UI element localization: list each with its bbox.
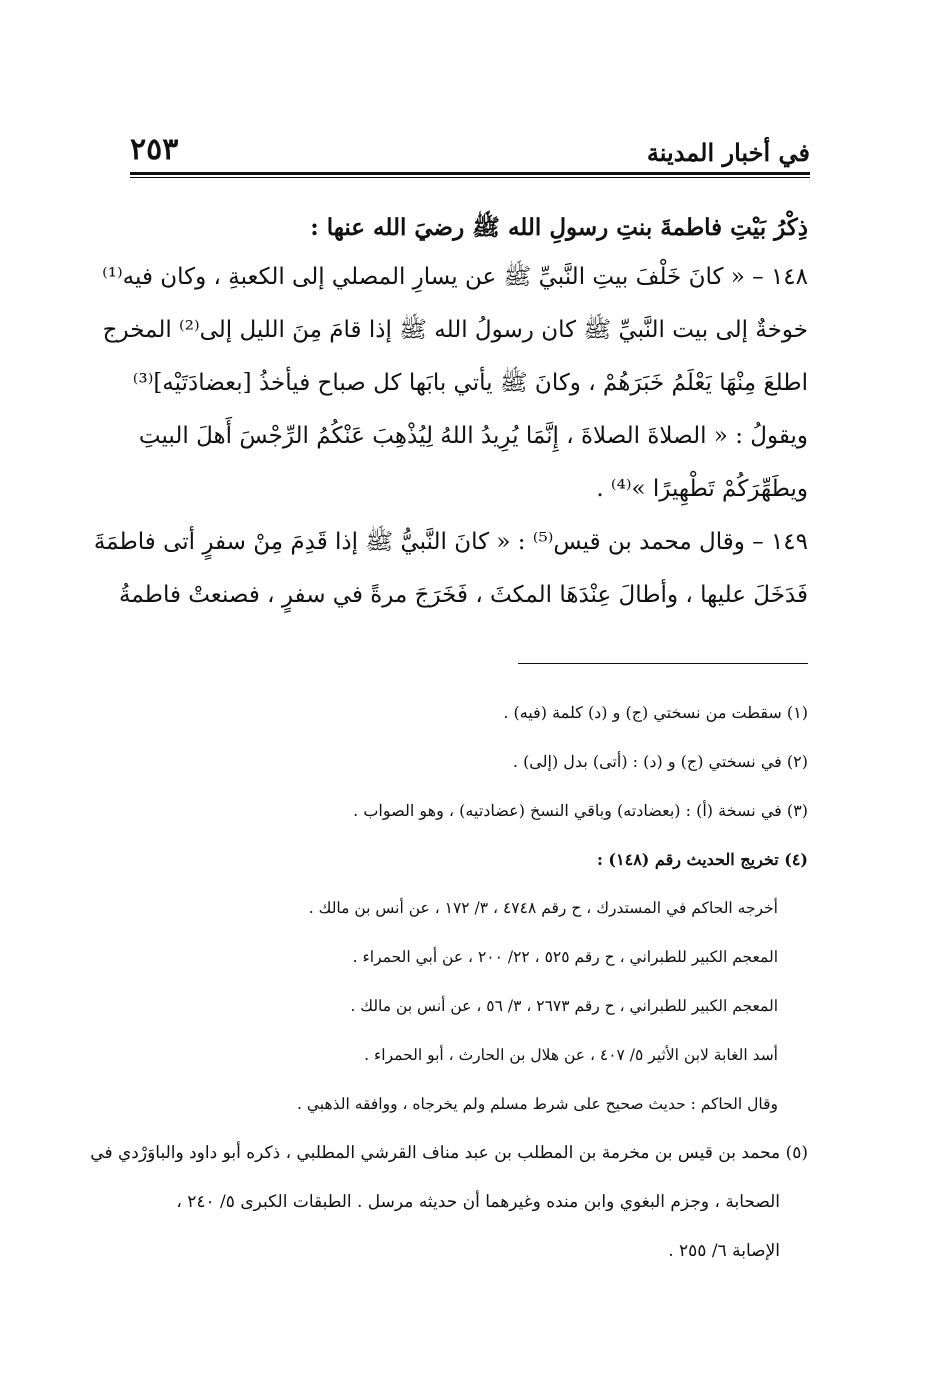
footnote: (٥) محمد بن قيس بن مخرمة بن المطلب بن عبد مناف القرشي المطلبي ، ذكره أبو داود والباوَرْدي في: [90, 1143, 808, 1163]
footnote-continuation: الإصابة ٦/ ٢٥٥ .: [668, 1241, 780, 1261]
page-number: ٢٥٣: [130, 132, 179, 167]
footnote-source: وقال الحاكم : حديث صحيح على شرط مسلم ولم يخرجاه ، ووافقه الذهبي .: [297, 1095, 778, 1113]
footnote: (١) سقطت من نسختي (ج) و (د) كلمة (فيه) .: [503, 703, 808, 722]
footnote-source: المعجم الكبير للطبراني ، ح رقم ٥٢٥ ، ٢٢/ ٢٠٠ ، عن أبي الحمراء .: [352, 948, 778, 966]
text-line: فَدَخَلَ عليها ، وأطالَ عِنْدَهَا المكثَ ، فَخَرَجَ مرةً في سفرٍ ، فصنعتْ فاطمةُ: [119, 582, 808, 608]
footnote: (٣) في نسخة (أ) : (بعضادته) وباقي النسخ (عضادتيه) ، وهو الصواب .: [353, 801, 808, 820]
text-line: ١٤٨ – « كانَ خَلْفَ بيتِ النَّبيِّ ﷺ عن يسارِ المصلي إلى الكعبةِ ، وكان فيه⁽¹⁾: [102, 264, 808, 290]
main-text: [93, 205, 808, 622]
header-rule-thick: [130, 172, 810, 175]
text-line: اطلعَ مِنْهَا يَعْلَمُ خَبَرَهُمْ ، وكانَ ﷺ يأتي بابَها كل صباح فيأخذُ [بعضادَتَيْه]⁽³⁾: [132, 370, 808, 396]
text-line: خوخةٌ إلى بيت النَّبيِّ ﷺ كان رسولُ الله ﷺ إذا قامَ مِنَ الليل إلى⁽²⁾ المخرج: [102, 317, 808, 343]
text-line: ويطَهِّرَكُمْ تَطْهِيرًا »⁽⁴⁾ .: [596, 476, 808, 502]
text-line: ١٤٩ – وقال محمد بن قيس⁽⁵⁾ : « كانَ النَّبيُّ ﷺ إذا قَدِمَ مِنْ سفرٍ أتى فاطمَةَ: [93, 529, 808, 555]
footnote: (٤) تخريج الحديث رقم (١٤٨) :: [596, 850, 808, 869]
footnote-continuation: الصحابة ، وجزم البغوي وابن منده وغيرهما أن حديثه مرسل . الطبقات الكبرى ٥/ ٢٤٠ ،: [176, 1192, 780, 1212]
section-heading: ذِكْرُ بَيْتِ فاطمةَ بنتِ رسولِ الله ﷺ رضيَ الله عنها :: [310, 214, 808, 241]
footnote-source: المعجم الكبير للطبراني ، ح رقم ٢٦٧٣ ، ٣/ ٥٦ ، عن أنس بن مالك .: [350, 997, 778, 1015]
footnotes: [90, 688, 808, 1276]
header-rule-thin: [130, 177, 810, 178]
footnote-separator: [518, 663, 808, 664]
footnote-source: أخرجه الحاكم في المستدرك ، ح رقم ٤٧٤٨ ، ٣/ ١٧٢ ، عن أنس بن مالك .: [308, 899, 778, 917]
running-title: في أخبار المدينة: [646, 138, 810, 167]
footnote-source: أسد الغابة لابن الأثير ٥/ ٤٠٧ ، عن هلال بن الحارث ، أبو الحمراء .: [364, 1046, 778, 1064]
text-line: ويقولُ : « الصلاةَ الصلاةَ ، إِنَّمَا يُرِيدُ اللهُ لِيُذْهِبَ عَنْكُمُ الرِّجْسَ أَهلَ البيتِ: [138, 423, 808, 449]
page-header: [130, 130, 810, 170]
footnote: (٢) في نسختي (ج) و (د) : (أتى) بدل (إلى) .: [512, 752, 808, 771]
